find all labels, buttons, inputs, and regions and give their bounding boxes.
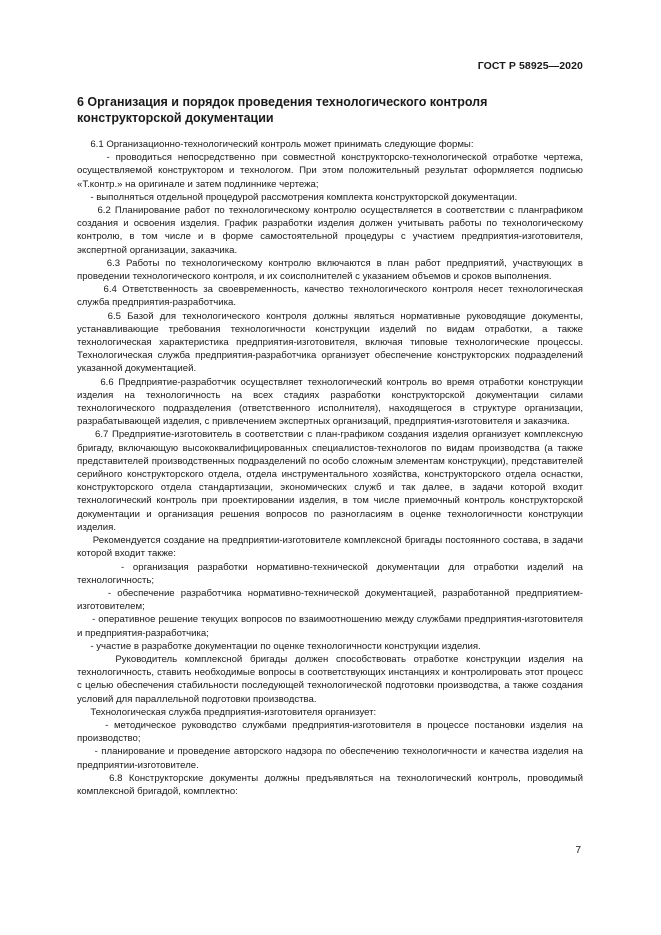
list-item: - выполняться отдельной процедурой рассмотрения комплекта конструкторской документации.	[77, 191, 518, 203]
paragraph-6-7: 6.7 Предприятие-изготовитель в соответствии с план-графиком создания изделия организует комплексную бригаду, включающую высококвалифицированных специалистов-технологов по видам производства (а также представителей производственных подразделений по особо сложным элементам конструкции), представителей серийного конструкторского отдела, отдела инструментального хозяйства, конструкторского отдела оснастки, конструкторского отдела стандартизации, экономических служб и так далее, в задачи которой входит технологический контроль при проектировании изделия, в том числе приемочный контроль конструкторской документации и организация решения вопросов по разногласиям в оценке технологичности конструкции изделия.	[77, 429, 583, 533]
paragraph: Руководитель комплексной бригады должен способствовать отработке конструкции изделия на технологичность, ставить необходимые вопросы в соответствующих инстанциях и контролировать этот процесс с целью обеспечения стабильности последующей технологической подготовки производства, а также создания условий для параллельной подготовки производства.	[77, 653, 583, 705]
paragraph-6-1: 6.1 Организационно-технологический контроль может принимать следующие формы:	[77, 139, 474, 150]
page-number: 7	[575, 845, 581, 856]
section-title: 6 Организация и порядок проведения технологического контроля конструкторской документации	[77, 95, 488, 125]
list-item: - обеспечение разработчика нормативно-технической документацией, разработанной предприятием-изготовителем;	[77, 587, 583, 613]
list-item: - методическое руководство службами предприятия-изготовителя в процессе постановки изделия на производство;	[77, 719, 583, 745]
paragraph-6-8: 6.8 Конструкторские документы должны предъявляться на технологический контроль, проводимый комплексной бригадой, комплектно:	[77, 772, 583, 797]
list-item: - оперативное решение текущих вопросов по взаимоотношению между службами предприятия-изготовителя и предприятия-разработчика;	[77, 614, 583, 639]
list-item: - планирование и проведение авторского надзора по обеспечению технологичности и качества изделия на предприятии-изготовителе.	[77, 746, 583, 771]
paragraph-6-3: 6.3 Работы по технологическому контролю включаются в план работ предприятий, участвующих в проведении технологического контроля, и их соисполнителей с указанием объемов и сроков выполнения.	[77, 257, 583, 283]
document-body	[77, 94, 583, 798]
document-code: ГОСТ Р 58925—2020	[477, 60, 583, 72]
list-item: - организация разработки нормативно-технической документации для отработки изделий на технологичность;	[77, 561, 583, 586]
paragraph-6-6: 6.6 Предприятие-разработчик осуществляет технологический контроль во время отработки конструкции изделия на технологичность на всех стадиях разработки конструкторской документации силами технологического подразделения (ответственного исполнителя), находящегося в структуре организации, разрабатывающей изделия, с привлечением экспертных организаций, предприятия-изготовителя и заказчика.	[77, 376, 583, 428]
list-item: - участие в разработке документации по оценке технологичности конструкции изделия.	[77, 640, 481, 652]
paragraph-6-2: 6.2 Планирование работ по технологическому контролю осуществляется в соответствии с планграфиком создания и освоения изделия. График разработки изделия должен учитывать работы по технологическому контролю, в том числе и в форме самостоятельной процедуры с участием предприятия-изготовителя, экспертной организации, заказчика.	[77, 205, 583, 256]
paragraph: Технологическая служба предприятия-изготовителя организует:	[77, 706, 377, 718]
paragraph: Рекомендуется создание на предприятии-изготовителе комплексной бригады постоянного состава, в задачи которой входит также:	[77, 535, 583, 560]
paragraph-6-4: 6.4 Ответственность за своевременность, качество технологического контроля несет технологическая служба предприятия-разработчика.	[77, 284, 583, 309]
paragraph-6-5: 6.5 Базой для технологического контроля должны являться нормативные руководящие документы, устанавливающие требования технологичности конструкции изделий по видам отработки, а также технологическая характеристика предприятия-изготовителя, включая типовые технологические процессы. Технологическая служба предприятия-разработчика организует обеспечение конструкторских подразделений указанной документацией.	[77, 310, 583, 375]
list-item: - проводиться непосредственно при совместной конструкторско-технологической отработке чертежа, осуществляемой конструктором и технологом. При этом положительный результат оформляется подписью «Т.контр.» на оригинале и затем подлиннике чертежа;	[77, 152, 583, 190]
